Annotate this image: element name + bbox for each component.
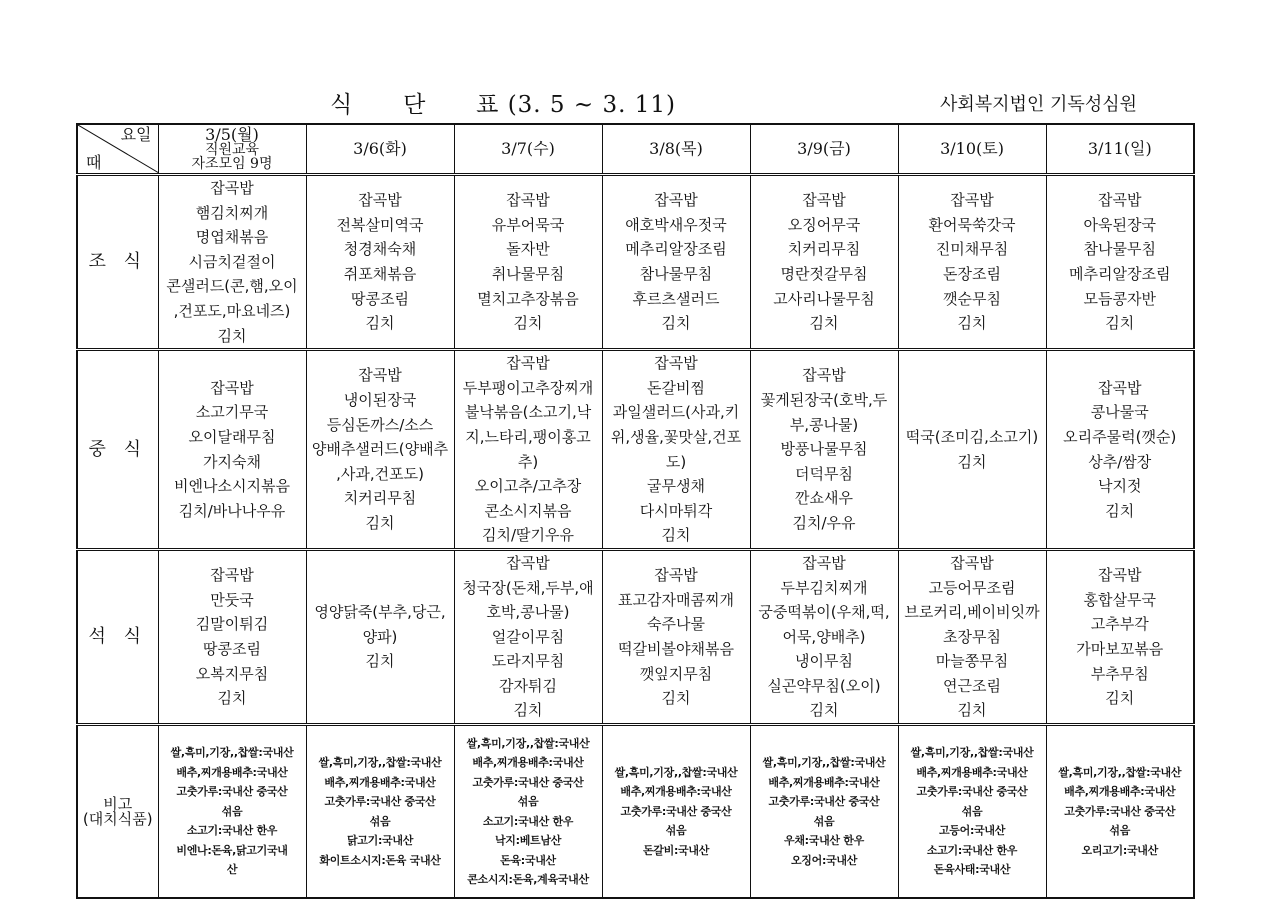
menu-item: 잡곡밥 (950, 191, 994, 210)
day-date: 3/8(목) (649, 139, 703, 158)
menu-item: 지,느타리,팽이홍고 (465, 427, 591, 446)
menu-item: 후르츠샐러드 (632, 289, 720, 308)
menu-item: 김치/우유 (792, 514, 856, 533)
origin-note: 섞음 (369, 814, 391, 828)
menu-item: 표고감자매콤찌개 (618, 590, 734, 609)
menu-item: 명란젓갈무침 (780, 265, 868, 284)
menu-cell (602, 350, 750, 550)
notes-label-line: 비고 (103, 794, 133, 813)
menu-item: 모듬콩자반 (1083, 289, 1156, 308)
day-date: 3/7(수) (501, 139, 555, 158)
menu-cell (158, 350, 306, 550)
menu-item: 가지숙채 (203, 452, 261, 471)
menu-item: 낙지젓 (1098, 477, 1142, 496)
menu-item: 콘샐러드(콘,햄,오이 (166, 277, 298, 296)
menu-item: 돌자반 (506, 240, 550, 259)
notes-cell (158, 725, 306, 899)
origin-note: 섞음 (665, 824, 687, 838)
menu-cell (1046, 350, 1194, 550)
origin-note: 고춧가루:국내산 중국산 (768, 795, 880, 809)
menu-item: 브로커리,베이비잇까 (904, 603, 1040, 622)
menu-cell (1046, 549, 1194, 724)
menu-item: 김치 (365, 314, 395, 333)
origin-note: 고등어:국내산 (938, 824, 1006, 838)
menu-item: 오징어무국 (787, 215, 861, 234)
origin-note: 쌀,흑미,기장,,찹쌀:국내산 (318, 756, 442, 770)
meal-label-breakfast: 조 식 (77, 175, 158, 350)
menu-item: 김치 (957, 701, 987, 720)
header-row (77, 124, 1194, 175)
menu-item: 김치 (217, 326, 247, 345)
menu-item: 환어묵쑥갓국 (928, 215, 1016, 234)
menu-item: 냉이된장국 (343, 391, 417, 410)
menu-item: 감자튀김 (499, 676, 557, 695)
menu-item: 홍합살무국 (1083, 590, 1156, 609)
origin-note: 쌀,흑미,기장,,찹쌀:국내산 (170, 746, 294, 760)
notes-cell (750, 725, 898, 899)
menu-cell (602, 549, 750, 724)
menu-item: 땅콩조림 (203, 639, 261, 658)
origin-note: 배추,찌개용배추:국내산 (1064, 785, 1176, 799)
menu-cell (898, 350, 1046, 550)
day-date: 3/10(토) (940, 139, 1004, 158)
menu-item: 유부어묵국 (491, 215, 565, 234)
menu-cell (602, 175, 750, 350)
menu-item: 취나물무침 (491, 265, 565, 284)
notes-cell (1046, 725, 1194, 899)
menu-item: 잡곡밥 (506, 191, 550, 210)
menu-item: 쥐포채볶음 (343, 265, 417, 284)
origin-note: 화이트소시지:돈육 국내산 (319, 853, 441, 867)
menu-cell (306, 549, 454, 724)
menu-item: 전복살미역국 (336, 215, 424, 234)
menu-item: 실곤약무침(오이) (767, 676, 881, 695)
menu-item: 양배추샐러드(양배추 (311, 440, 449, 459)
origin-note: 우채:국내산 한우 (784, 834, 864, 848)
menu-item: 깐쇼새우 (795, 489, 853, 508)
origin-note: 오리고기:국내산 (1081, 843, 1158, 857)
menu-item: 비엔나소시지볶음 (174, 477, 290, 496)
menu-item: 김치 (809, 701, 839, 720)
notes-label (77, 725, 158, 899)
menu-item: 김치 (365, 652, 395, 671)
origin-note: 쌀,흑미,기장,,찹쌀:국내산 (762, 756, 886, 770)
page-title: 식 단 표 (3. 5 ~ 3. 11) (330, 92, 676, 118)
menu-item: 더덕무침 (795, 464, 853, 483)
menu-item: 메추리알장조림 (625, 240, 727, 259)
notes-label-line: (대치식품) (82, 809, 153, 828)
menu-item: 잡곡밥 (210, 566, 254, 585)
menu-item: 오이고추/고추장 (474, 477, 582, 496)
menu-item: 오복지무침 (195, 664, 269, 683)
menu-item: 부,콩나물) (789, 415, 859, 434)
menu-cell (750, 350, 898, 550)
day-header (898, 124, 1046, 175)
origin-note: 고춧가루:국내산 중국산 (472, 775, 584, 789)
menu-item: 연근조림 (943, 676, 1001, 695)
menu-item: 김치 (661, 526, 691, 545)
origin-note: 쌀,흑미,기장,,찹쌀:국내산 (910, 746, 1034, 760)
menu-item: 등심돈까스/소스 (326, 415, 434, 434)
day-header (454, 124, 602, 175)
origin-note: 배추,찌개용배추:국내산 (916, 765, 1028, 779)
notes-row (77, 725, 1194, 899)
menu-item: 얼갈이무침 (491, 627, 565, 646)
origin-note: 산 (226, 863, 238, 877)
day-header (750, 124, 898, 175)
menu-cell (306, 350, 454, 550)
origin-note: 비엔나:돈육,닭고기국내 (176, 843, 288, 857)
menu-item: 치커리무침 (787, 240, 861, 259)
menu-item: 호박,콩나물) (486, 603, 570, 622)
menu-item: 두부팽이고추장찌개 (462, 378, 594, 397)
menu-item: 김치 (809, 314, 839, 333)
menu-item: 오리주물럭(깻순) (1063, 427, 1177, 446)
menu-item: 소고기무국 (195, 403, 269, 422)
corner-day-label: 요일 (120, 125, 152, 144)
organization-name: 사회복지법인 기독성심원 (940, 94, 1137, 115)
menu-item: 메추리알장조림 (1069, 265, 1171, 284)
meal-label-dinner: 석 식 (77, 549, 158, 724)
menu-item: 콩나물국 (1090, 403, 1149, 422)
menu-item: 상추/쌈장 (1088, 452, 1152, 471)
origin-note: 오징어:국내산 (790, 853, 858, 867)
menu-item: 잡곡밥 (802, 366, 846, 385)
origin-note: 섞음 (517, 795, 539, 809)
menu-item: ,사과,건포도) (336, 464, 424, 483)
corner-time-label: 때 (86, 153, 102, 172)
menu-item: 땅콩조림 (351, 289, 409, 308)
menu-item: 김치 (661, 689, 691, 708)
origin-note: 쌀,흑미,기장,,찹쌀:국내산 (614, 765, 738, 779)
breakfast-row (77, 175, 1194, 350)
day-note: 직원교육 (204, 142, 260, 158)
menu-item: 참나물무침 (639, 265, 713, 284)
menu-cell (898, 175, 1046, 350)
dinner-row (77, 549, 1194, 724)
menu-item: 떡국(조미김,소고기) (905, 427, 1039, 446)
menu-item: 초장무침 (943, 627, 1001, 646)
origin-note: 고춧가루:국내산 중국산 (324, 795, 436, 809)
menu-item: 잡곡밥 (950, 553, 994, 572)
menu-item: 김치 (1105, 689, 1135, 708)
menu-item: 청경채숙채 (343, 240, 417, 259)
menu-item: 떡갈비볼야채볶음 (618, 639, 734, 658)
origin-note: 배추,찌개용배추:국내산 (768, 775, 880, 789)
menu-item: 멸치고추장볶음 (477, 289, 579, 308)
menu-cell (898, 549, 1046, 724)
origin-note: 섞음 (961, 804, 983, 818)
menu-item: ,건포도,마요네즈) (173, 301, 291, 320)
menu-item: 도) (665, 452, 687, 471)
origin-note: 섞음 (221, 804, 243, 818)
menu-item: 김치 (365, 514, 395, 533)
menu-item: 잡곡밥 (210, 378, 254, 397)
menu-item: 잡곡밥 (506, 354, 550, 373)
origin-note: 소고기:국내산 한우 (186, 824, 278, 838)
menu-item: 돈갈비찜 (647, 378, 705, 397)
menu-item: 어묵,양배추) (782, 627, 866, 646)
origin-note: 섞음 (1109, 824, 1131, 838)
origin-note: 쌀,흑미,기장,,찹쌀:국내산 (466, 736, 590, 750)
origin-note: 쌀,흑미,기장,,찹쌀:국내산 (1058, 765, 1182, 779)
menu-item: 김치/딸기우유 (482, 526, 574, 545)
menu-item: 김치 (957, 452, 987, 471)
origin-note: 배추,찌개용배추:국내산 (324, 775, 436, 789)
origin-note: 소고기:국내산 한우 (482, 814, 574, 828)
menu-item: 고등어무조림 (928, 578, 1016, 597)
origin-note: 돈육:국내산 (500, 853, 556, 867)
menu-item: 돈장조림 (943, 265, 1001, 284)
origin-note: 고춧가루:국내산 중국산 (620, 804, 732, 818)
menu-item: 김말이튀김 (195, 615, 269, 634)
day-date: 3/6(화) (353, 139, 407, 158)
origin-note: 섞음 (813, 814, 835, 828)
menu-item: 영양닭죽(부추,당근, (314, 603, 446, 622)
menu-item: 치커리무침 (343, 489, 417, 508)
origin-note: 고춧가루:국내산 중국산 (1064, 804, 1176, 818)
menu-item: 추) (517, 452, 539, 471)
menu-item: 양파) (362, 627, 398, 646)
menu-cell (1046, 175, 1194, 350)
menu-item: 김치 (661, 314, 691, 333)
corner-cell (77, 124, 158, 175)
menu-item: 잡곡밥 (358, 191, 402, 210)
menu-item: 깻잎지무침 (639, 664, 713, 683)
menu-cell (750, 549, 898, 724)
menu-item: 다시마튀각 (639, 501, 713, 520)
menu-table (76, 123, 1195, 899)
menu-item: 김치 (513, 701, 543, 720)
origin-note: 소고기:국내산 한우 (926, 843, 1018, 857)
menu-item: 햄김치찌개 (195, 203, 269, 222)
origin-note: 닭고기:국내산 (346, 834, 414, 848)
menu-cell (454, 175, 602, 350)
menu-item: 잡곡밥 (1098, 566, 1142, 585)
menu-item: 궁중떡볶이(우채,떡, (758, 603, 890, 622)
menu-item: 위,생율,꽃맛살,건포 (610, 427, 742, 446)
menu-item: 잡곡밥 (1098, 378, 1142, 397)
menu-item: 오이달래무침 (188, 427, 276, 446)
menu-item: 참나물무침 (1083, 240, 1156, 259)
menu-item: 콘소시지볶음 (484, 501, 572, 520)
menu-item: 잡곡밥 (802, 553, 846, 572)
menu-item: 고추부각 (1090, 615, 1149, 634)
menu-item: 명엽채볶음 (195, 228, 269, 247)
menu-cell (158, 549, 306, 724)
menu-item: 숙주나물 (647, 615, 705, 634)
notes-cell (602, 725, 750, 899)
menu-item: 굴무생채 (647, 477, 705, 496)
origin-note: 콘소시지:돈육,계육국내산 (467, 873, 589, 887)
origin-note: 배추,찌개용배추:국내산 (620, 785, 732, 799)
menu-item: 김치/바나나우유 (178, 501, 286, 520)
menu-item: 진미채무침 (935, 240, 1009, 259)
menu-item: 잡곡밥 (506, 553, 550, 572)
day-note: 자조모임 9명 (191, 156, 273, 172)
menu-cell (158, 175, 306, 350)
menu-item: 냉이무침 (795, 652, 853, 671)
day-header (1046, 124, 1194, 175)
notes-cell (898, 725, 1046, 899)
menu-cell (454, 350, 602, 550)
menu-item: 김치 (957, 314, 987, 333)
menu-item: 애호박새우젓국 (625, 215, 727, 234)
menu-item: 김치 (513, 314, 543, 333)
menu-item: 잡곡밥 (654, 191, 698, 210)
origin-note: 고춧가루:국내산 중국산 (916, 785, 1028, 799)
menu-item: 과일샐러드(사과,키 (612, 403, 740, 422)
menu-item: 깻순무침 (943, 289, 1001, 308)
origin-note: 돈갈비:국내산 (642, 843, 710, 857)
day-header (306, 124, 454, 175)
menu-item: 잡곡밥 (654, 566, 698, 585)
notes-cell (454, 725, 602, 899)
day-header (158, 124, 306, 175)
menu-cell (750, 175, 898, 350)
day-date: 3/11(일) (1087, 139, 1152, 158)
menu-item: 부추무침 (1090, 664, 1149, 683)
menu-item: 김치 (1105, 314, 1135, 333)
menu-item: 꽃게된장국(호박,두 (760, 391, 888, 410)
day-date: 3/5(월) (205, 125, 259, 144)
menu-item: 가마보꼬볶음 (1076, 639, 1164, 658)
menu-item: 잡곡밥 (1098, 191, 1142, 210)
day-header (602, 124, 750, 175)
menu-item: 청국장(돈채,두부,애 (462, 578, 594, 597)
menu-item: 만둣국 (210, 590, 254, 609)
menu-item: 시금치겉절이 (188, 252, 276, 271)
day-date: 3/9(금) (797, 139, 851, 158)
menu-item: 고사리나물무침 (773, 289, 875, 308)
origin-note: 낙지:베트남산 (494, 834, 562, 848)
menu-item: 잡곡밥 (802, 191, 846, 210)
origin-note: 배추,찌개용배추:국내산 (176, 765, 288, 779)
menu-item: 도라지무침 (491, 652, 565, 671)
menu-item: 잡곡밥 (358, 366, 402, 385)
origin-note: 돈육사태:국내산 (933, 863, 1011, 877)
meal-label-lunch: 중 식 (77, 350, 158, 550)
menu-item: 아욱된장국 (1083, 215, 1156, 234)
menu-item: 마늘쫑무침 (935, 652, 1009, 671)
menu-item: 방풍나물무침 (780, 440, 868, 459)
origin-note: 고춧가루:국내산 중국산 (176, 785, 288, 799)
menu-item: 두부김치찌개 (780, 578, 868, 597)
menu-item: 불낙볶음(소고기,낙 (464, 403, 592, 422)
menu-cell (306, 175, 454, 350)
menu-item: 잡곡밥 (654, 354, 698, 373)
menu-item: 김치 (1105, 501, 1135, 520)
notes-cell (306, 725, 454, 899)
lunch-row (77, 350, 1194, 550)
menu-cell (454, 549, 602, 724)
origin-note: 배추,찌개용배추:국내산 (472, 756, 584, 770)
menu-item: 김치 (217, 689, 247, 708)
menu-item: 잡곡밥 (210, 179, 254, 197)
